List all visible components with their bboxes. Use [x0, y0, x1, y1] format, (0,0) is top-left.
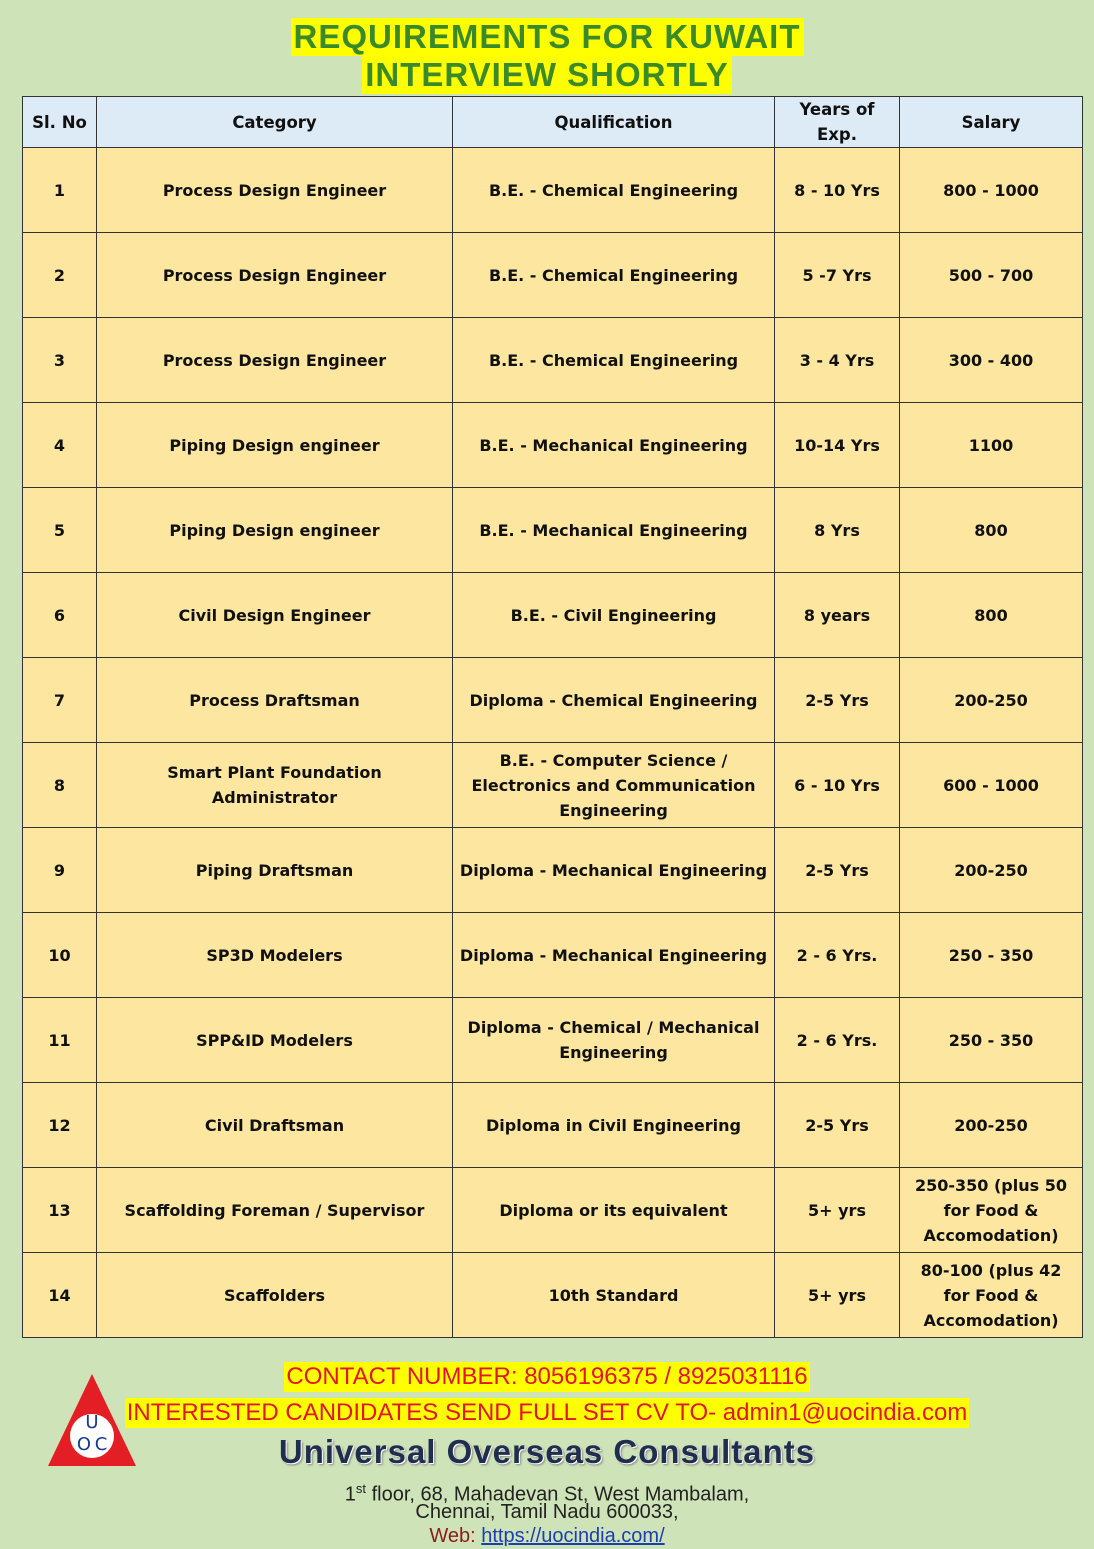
cell-category: Process Design Engineer	[97, 148, 453, 233]
title-line-1: REQUIREMENTS FOR KUWAIT	[291, 18, 804, 56]
cell-sl-no: 3	[23, 318, 97, 403]
cell-qualification: B.E. - Chemical Engineering	[453, 318, 775, 403]
cell-qualification: Diploma - Chemical Engineering	[453, 658, 775, 743]
cell-salary: 200-250	[900, 1083, 1083, 1168]
cell-salary: 800	[900, 488, 1083, 573]
cell-qualification: Diploma in Civil Engineering	[453, 1083, 775, 1168]
cell-experience: 8 Yrs	[775, 488, 900, 573]
cell-experience: 2-5 Yrs	[775, 828, 900, 913]
cell-salary: 250 - 350	[900, 913, 1083, 998]
cell-category: SP3D Modelers	[97, 913, 453, 998]
cell-qualification: Diploma - Mechanical Engineering	[453, 913, 775, 998]
address-floor-number: 1	[344, 1483, 356, 1506]
cell-category: Scaffolders	[97, 1253, 453, 1338]
cell-experience: 2 - 6 Yrs.	[775, 913, 900, 998]
table-row	[23, 233, 1083, 318]
cell-category: Piping Design engineer	[97, 403, 453, 488]
cell-sl-no: 8	[23, 743, 97, 828]
table-body	[23, 148, 1083, 1338]
cell-salary: 200-250	[900, 828, 1083, 913]
table-row	[23, 1083, 1083, 1168]
cell-qualification: B.E. - Mechanical Engineering	[453, 403, 775, 488]
cell-sl-no: 12	[23, 1083, 97, 1168]
table-row	[23, 1168, 1083, 1253]
cell-category: SPP&ID Modelers	[97, 998, 453, 1083]
cell-sl-no: 1	[23, 148, 97, 233]
column-header: Salary	[900, 97, 1083, 148]
cell-experience: 10-14 Yrs	[775, 403, 900, 488]
cell-category: Civil Design Engineer	[97, 573, 453, 658]
cell-qualification: B.E. - Chemical Engineering	[453, 233, 775, 318]
table-row	[23, 913, 1083, 998]
cell-sl-no: 11	[23, 998, 97, 1083]
contact-number-text: CONTACT NUMBER: 8056196375 / 8925031116	[286, 1363, 808, 1390]
cell-qualification: B.E. - Chemical Engineering	[453, 148, 775, 233]
cell-experience: 2-5 Yrs	[775, 658, 900, 743]
address-street: floor, 68, Mahadevan St, West Mambalam,	[366, 1483, 750, 1506]
cell-experience: 5 -7 Yrs	[775, 233, 900, 318]
cell-salary: 80-100 (plus 42 for Food & Accomodation)	[900, 1253, 1083, 1338]
title-line-2: INTERVIEW SHORTLY	[362, 56, 732, 94]
cell-salary: 600 - 1000	[900, 743, 1083, 828]
contact-number	[0, 1362, 1094, 1392]
cell-category: Process Design Engineer	[97, 318, 453, 403]
column-header: Qualification	[453, 97, 775, 148]
cell-category: Process Design Engineer	[97, 233, 453, 318]
cell-qualification: Diploma or its equivalent	[453, 1168, 775, 1253]
website-line	[0, 1524, 1094, 1549]
cell-category: Scaffolding Foreman / Supervisor	[97, 1168, 453, 1253]
page-title	[0, 18, 1094, 94]
logo-letter-u: U	[85, 1412, 99, 1433]
cell-salary: 1100	[900, 403, 1083, 488]
cell-experience: 6 - 10 Yrs	[775, 743, 900, 828]
table-row	[23, 658, 1083, 743]
table-row	[23, 488, 1083, 573]
table-row	[23, 573, 1083, 658]
cell-salary: 300 - 400	[900, 318, 1083, 403]
cell-salary: 800	[900, 573, 1083, 658]
table-header-row	[23, 97, 1083, 148]
address-line-2: Chennai, Tamil Nadu 600033,	[415, 1501, 679, 1523]
column-header: Years of Exp.	[775, 97, 900, 148]
cell-sl-no: 7	[23, 658, 97, 743]
cell-category: Piping Draftsman	[97, 828, 453, 913]
table-row	[23, 403, 1083, 488]
cell-experience: 5+ yrs	[775, 1168, 900, 1253]
cell-sl-no: 13	[23, 1168, 97, 1253]
column-header: Category	[97, 97, 453, 148]
cell-experience: 2-5 Yrs	[775, 1083, 900, 1168]
table-row	[23, 743, 1083, 828]
table-row	[23, 998, 1083, 1083]
cell-salary: 250-350 (plus 50 for Food & Accomodation)	[900, 1168, 1083, 1253]
cell-sl-no: 9	[23, 828, 97, 913]
logo-letter-c: C	[94, 1434, 108, 1455]
cell-sl-no: 2	[23, 233, 97, 318]
requirements-table	[22, 96, 1083, 1338]
cell-sl-no: 14	[23, 1253, 97, 1338]
cell-experience: 2 - 6 Yrs.	[775, 998, 900, 1083]
table-row	[23, 1253, 1083, 1338]
cell-qualification: 10th Standard	[453, 1253, 775, 1338]
table-row	[23, 148, 1083, 233]
cell-experience: 5+ yrs	[775, 1253, 900, 1338]
cell-category: Civil Draftsman	[97, 1083, 453, 1168]
cell-sl-no: 6	[23, 573, 97, 658]
cell-salary: 800 - 1000	[900, 148, 1083, 233]
cell-category: Process Draftsman	[97, 658, 453, 743]
column-header: Sl. No	[23, 97, 97, 148]
cell-experience: 8 - 10 Yrs	[775, 148, 900, 233]
cell-sl-no: 5	[23, 488, 97, 573]
cell-category: Smart Plant Foundation Administrator	[97, 743, 453, 828]
interested-candidates	[0, 1398, 1094, 1428]
interested-candidates-text: INTERESTED CANDIDATES SEND FULL SET CV TO- admin1@uocindia.com	[126, 1399, 968, 1426]
cell-qualification: B.E. - Computer Science / Electronics and Communication Engineering	[453, 743, 775, 828]
cell-experience: 3 - 4 Yrs	[775, 318, 900, 403]
website-link[interactable]: https://uocindia.com/	[481, 1525, 665, 1547]
cell-sl-no: 10	[23, 913, 97, 998]
address-floor-suffix: st	[355, 1481, 367, 1496]
cell-qualification: B.E. - Mechanical Engineering	[453, 488, 775, 573]
cell-qualification: Diploma - Mechanical Engineering	[453, 828, 775, 913]
company-name: Universal Overseas Consultants	[278, 1433, 816, 1470]
cell-qualification: Diploma - Chemical / Mechanical Engineering	[453, 998, 775, 1083]
cell-salary: 200-250	[900, 658, 1083, 743]
cell-experience: 8 years	[775, 573, 900, 658]
cell-sl-no: 4	[23, 403, 97, 488]
cell-qualification: B.E. - Civil Engineering	[453, 573, 775, 658]
table-row	[23, 828, 1083, 913]
website-label: Web:	[429, 1525, 482, 1547]
table-row	[23, 318, 1083, 403]
cell-salary: 500 - 700	[900, 233, 1083, 318]
cell-category: Piping Design engineer	[97, 488, 453, 573]
logo-letter-o: O	[76, 1434, 92, 1455]
cell-salary: 250 - 350	[900, 998, 1083, 1083]
